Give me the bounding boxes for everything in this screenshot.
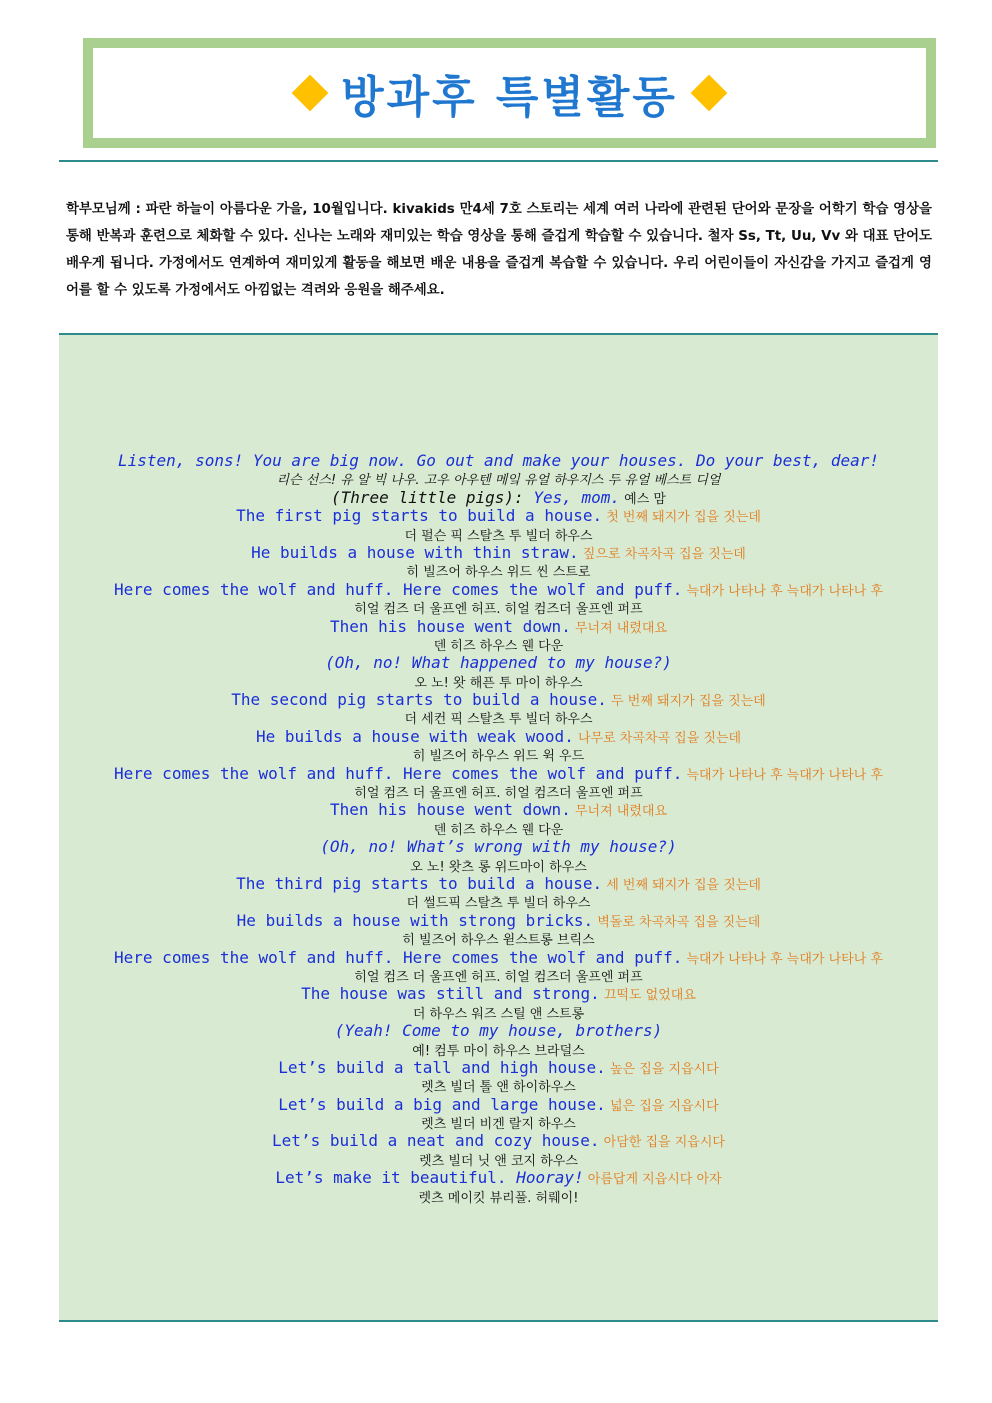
title-box [83,38,936,148]
lyric-english: The first pig starts to build a house. [236,506,603,526]
page-title: 방과후 특별활동 [341,72,678,123]
lyric-line [59,544,938,562]
lyric-pronunciation: 히얼 컴즈 더 울프엔 허프. 히얼 컴즈더 울프엔 퍼프 [354,602,643,618]
lyric-pronunciation: 더 썰드픽 스탈츠 투 빌더 하우스 [406,896,591,912]
lyric-line [59,618,938,636]
lyric-pronunciation: 더 펄슨 픽 스탈츠 투 빌더 하우스 [404,528,593,544]
lyric-english: He builds a house with thin straw. [251,542,579,562]
lyric-line [59,930,938,948]
lyric-pronunciation: 덴 히즈 하우스 웬 다운 [433,822,564,838]
lyric-line [59,1169,938,1187]
lyric-line [59,654,938,672]
lyric-korean: 두 번째 돼지가 집을 짓는데 [606,694,766,710]
lyric-line [59,709,938,727]
lyric-line [59,581,938,599]
lyric-line [59,1022,938,1040]
lyric-english: Let’s make it beautiful. [275,1168,517,1188]
lyric-pronunciation: 렛츠 메이킷 뷰리풀. 허뤠이! [418,1190,579,1206]
lyric-korean: 무너져 내렸대요 [570,804,667,820]
lyric-pronunciation: 예! 컴투 마이 하우스 브라덜스 [412,1043,585,1059]
lyric-korean: 늑대가 나타나 후 늑대가 나타나 후 [682,951,883,967]
divider-top [59,160,938,162]
lyric-line [59,967,938,985]
lyric-line [59,1059,938,1077]
lyric-english: Here comes the wolf and huff. Here comes the wolf and puff. [114,579,683,599]
lyric-line [59,470,938,488]
lyric-english: Yes, mom. [533,487,621,507]
lyric-line [59,783,938,801]
parent-notice: 학부모님께 : 파란 하늘이 아름다운 가을, 10월입니다. kivakids 만4세 7호 스토리는 세계 여러 나라에 관련된 단어와 문장을 어학기 학습 영상을 통해 반복과 훈련으로 체화할 수 있다. 신나는 노래와 재미있는 학습 영상을 통해 즐겁게 학습할 수 있습니다. 철자 Ss, Tt, Uu, Vv 와 대표 단어도 배우게 됩니다. 가정에서도 연계하여 재미있게 활동을 해보면 배운 내용을 즐겁게 복습할 수 있습니다. 우리 어린이들이 자신감을 가지고 즐겁게 영어를 할 수 있도록 가정에서도 아낌없는 격려와 응원을 해주세요. [66,202,932,298]
lyric-line [59,1151,938,1169]
lyric-korean: 끄떡도 없었대요 [599,988,696,1004]
lyric-english: Hooray! [516,1168,584,1188]
lyric-english: The house was still and strong. [301,984,600,1004]
lyric-english: Listen, sons! You are big now. Go out and make your houses. Do your best, dear! [118,451,879,470]
lyric-pronunciation: 오 노! 왓츠 롱 위드마이 하우스 [410,859,587,875]
lyric-korean: 아름답게 지읍시다 아자 [583,1172,722,1188]
lyric-korean: 세 번째 돼지가 집을 짓는데 [602,877,761,893]
lyric-pronunciation: 렛츠 빌더 톨 앤 하이하우스 [421,1080,576,1096]
song-lyrics [59,452,938,1206]
lyric-line [59,1041,938,1059]
lyric-pronunciation: 히 빌즈어 하우스 위드 씬 스트로 [406,565,591,581]
lyric-line [59,746,938,764]
lyric-pronunciation: 히 빌즈어 하우스 위드 윅 우드 [412,749,585,765]
lyric-line [59,857,938,875]
lyric-korean: 첫 번째 돼지가 집을 짓는데 [602,510,761,526]
lyric-line [59,1132,938,1150]
lyric-korean: 넓은 집을 지읍시다 [605,1098,719,1114]
lyric-korean: 아담한 집을 지읍시다 [599,1135,725,1151]
lyric-pronunciation: 히 빌즈어 하우스 윋스트롱 브릭스 [402,933,595,949]
lyric-pronunciation: 렛츠 빌더 비겐 랄지 하우스 [421,1117,576,1133]
lyric-english: The second pig starts to build a house. [231,690,607,710]
lyric-pronunciation: 더 하우스 워즈 스틸 앤 스트롱 [412,1006,585,1022]
lyric-pronunciation: 덴 히즈 하우스 웬 다운 [433,638,564,654]
lyric-korean: 늑대가 나타나 후 늑대가 나타나 후 [682,583,883,599]
lyrics-box [59,335,938,1322]
lyric-line [59,1188,938,1206]
lyric-line [59,691,938,709]
lyric-korean: 높은 집을 지읍시다 [605,1061,719,1077]
lyric-line [59,489,938,507]
lyric-pronunciation: 예스 맘 [620,491,666,507]
lyric-english: (Yeah! Come to my house, brothers) [334,1021,663,1041]
lyric-english: (Oh, no! What happened to my house?) [325,653,672,673]
lyric-line [59,801,938,819]
lyric-pronunciation: 히얼 컴즈 더 울프엔 허프. 히얼 컴즈더 울프엔 퍼프 [354,786,643,802]
lyric-line [59,1077,938,1095]
lyric-line [59,820,938,838]
lyric-speaker: (Three little pigs): [331,487,534,507]
diamond-icon-right [691,75,728,112]
lyric-line [59,912,938,930]
lyric-line [59,838,938,856]
lyric-korean: 벽돌로 차곡차곡 집을 짓는데 [593,914,761,930]
lyric-korean: 늑대가 나타나 후 늑대가 나타나 후 [682,767,883,783]
lyric-line [59,765,938,783]
lyric-korean: 무너져 내렸대요 [570,620,667,636]
lyric-line [59,875,938,893]
lyric-english: He builds a house with weak wood. [255,726,574,746]
lyric-line [59,452,938,470]
lyric-line [59,728,938,746]
lyric-pronunciation: 렛츠 빌더 닛 앤 코지 하우스 [419,1153,578,1169]
lyric-line [59,507,938,525]
lyric-line [59,1114,938,1132]
lyric-english: Here comes the wolf and huff. Here comes the wolf and puff. [114,763,683,783]
lyric-english: Let’s build a tall and high house. [278,1057,606,1077]
lyric-pronunciation: 오 노! 왓 해픈 투 마이 하우스 [414,675,583,691]
lyric-line [59,636,938,654]
lyric-line [59,1096,938,1114]
lyric-english: Here comes the wolf and huff. Here comes the wolf and puff. [114,947,683,967]
lyric-english: (Oh, no! What’s wrong with my house?) [320,837,677,857]
lyric-line [59,599,938,617]
lyric-line [59,526,938,544]
lyric-english: The third pig starts to build a house. [236,873,603,893]
lyric-english: Then his house went down. [330,800,571,820]
lyric-english: He builds a house with strong bricks. [236,910,594,930]
lyric-line [59,985,938,1003]
lyric-line [59,893,938,911]
lyric-pronunciation: 더 세컨 픽 스탈츠 투 빌더 하우스 [404,712,593,728]
lyric-english: Then his house went down. [330,616,571,636]
lyric-english: Let’s build a neat and cozy house. [272,1131,600,1151]
diamond-icon-left [292,75,329,112]
lyric-line [59,562,938,580]
lyric-pronunciation: 리슨 선스! 유 알 빅 나우. 고우 아우텐 메잌 유얼 하우지스 두 유얼 베스트 디얼 [276,473,721,489]
lyric-line [59,1004,938,1022]
lyric-english: Let’s build a big and large house. [278,1094,606,1114]
lyric-line [59,673,938,691]
lyric-pronunciation: 히얼 컴즈 더 울프엔 허프. 히얼 컴즈더 울프엔 퍼프 [354,969,643,985]
lyric-korean: 짚으로 차곡차곡 집을 짓는데 [578,546,746,562]
lyric-korean: 나무로 차곡차곡 집을 짓는데 [573,730,742,746]
lyric-line [59,949,938,967]
